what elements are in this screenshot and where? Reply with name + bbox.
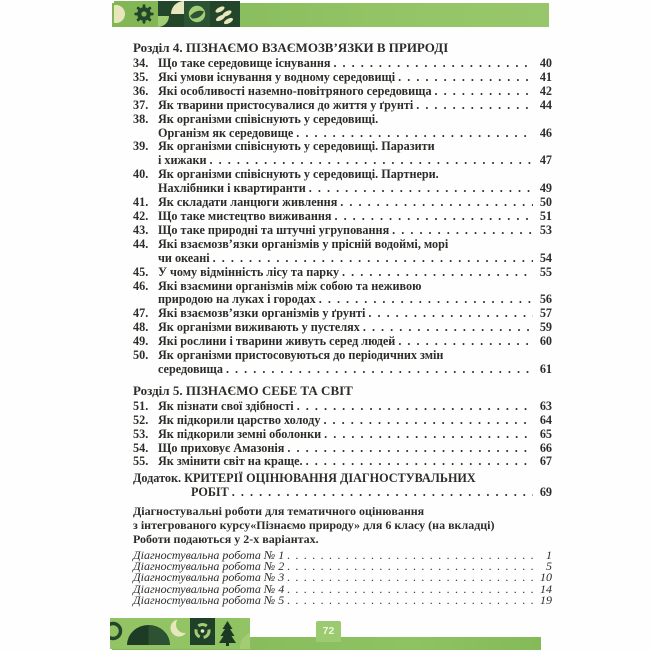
header-decor-tiles [114,1,240,27]
entry-page: 61 [539,361,552,376]
entry-page: 19 [540,593,552,608]
dot-leader [226,363,533,377]
entry-page: 53 [539,222,552,237]
globe-leaf-icon [189,6,205,22]
footer-decor-tiles [110,618,250,649]
toc-entry-line [133,280,552,294]
dot-leader [306,455,533,469]
entry-page: 66 [539,440,552,455]
dot-leader [398,71,533,85]
entry-page: 67 [539,454,552,469]
toc-entry-line [133,71,552,85]
toc-entry-line [133,182,552,196]
dot-leader [333,57,533,71]
entry-number: 40. [133,167,149,182]
dot-leader [287,584,533,595]
toc-entry-line [133,363,552,377]
diagnostic-work-label: Діагностувальна робота № 1 [133,547,285,562]
entry-page: 5 [546,558,552,573]
dot-leader [287,550,533,561]
diagnostic-work-line [133,595,552,606]
entry-page: 63 [539,398,552,413]
dot-leader [416,99,533,113]
table-of-contents [133,40,552,607]
dot-leader [210,154,533,168]
entry-title: У чому відмінність лісу та парку [158,264,340,279]
entry-page: 69 [539,485,552,500]
toc-entry-line [133,455,552,469]
toc-entry-line [133,57,552,71]
diagnostic-work-label: Діагностувальна робота № 5 [133,593,285,608]
appendix-line-1 [133,472,552,486]
entry-title: Як тварини пристосувалися до життя у ґрунті [158,97,414,112]
dot-leader [232,486,533,500]
entry-title: Нахлібники і квартиранти [158,181,306,196]
entry-number: 50. [133,348,149,363]
entry-number: 51. [133,398,149,413]
toc-entry-line [133,349,552,363]
entry-title: і хижаки [158,153,207,168]
entry-page: 41 [539,69,552,84]
entry-title: Які взаємозв’язки організмів у ґрунті [158,306,366,321]
entry-number: 43. [133,222,149,237]
dot-leader [368,307,533,321]
entry-page: 60 [539,334,552,349]
section-heading: Розділ 4. ПІЗНАЄМО ВЗАЄМОЗВ’ЯЗКИ В ПРИРОДІ [133,40,449,55]
diagnostic-work-label: Діагностувальна робота № 4 [133,581,285,596]
entry-page: 49 [539,181,552,196]
note-paragraph [133,505,552,546]
entry-page: 57 [539,306,552,321]
dot-leader [342,266,533,280]
entry-number: 38. [133,111,149,126]
entry-title: Які взаємозв’язки організмів у прісній водоймі, морі [158,236,449,251]
toc-entry-line [133,99,552,113]
entry-title: Як пізнати свої здібності [158,398,294,413]
entry-page: 54 [539,250,552,265]
entry-number: 37. [133,97,149,112]
toc-entry-line [133,127,552,141]
entry-number: 44. [133,236,149,251]
entry-title: середовища [158,361,223,376]
toc-entry-line [133,307,552,321]
toc-entry-line [133,335,552,349]
toc-entry-line [133,210,552,224]
note-line: з інтегрованого курсу«Пізнаємо природу» для 6 класу (на вкладці) [133,517,495,532]
entry-page: 14 [540,581,552,596]
dot-leader [340,196,533,210]
page-number: 72 [322,625,335,637]
toc-entry-line [133,266,552,280]
entry-title: природою на луках і городах [158,292,316,307]
entry-title: Які рослини і тварини живуть серед людей [158,334,396,349]
entry-page: 42 [539,83,552,98]
dot-leader [287,561,533,572]
entry-page: 1 [546,547,552,562]
toc-entry-line [133,238,552,252]
entry-number: 54. [133,440,149,455]
toc-entry-line [133,85,552,99]
note-line: Роботи подаються у 2-х варіантах. [133,531,319,546]
gear-icon [134,4,153,23]
dot-leader [287,595,533,606]
entry-title: чи океані [158,250,210,265]
entry-title: Які особливості наземно-повітряного середовища [158,83,432,98]
entry-title: Як складати ланцюги живлення [158,195,338,210]
entry-title: Що таке мистецтво виживання [158,208,332,223]
toc-entry-line [133,321,552,335]
entry-number: 49. [133,334,149,349]
entry-title: Як змінити світ на краще. [158,454,303,469]
entry-number: 42. [133,208,149,223]
diagnostic-work-label: Діагностувальна робота № 3 [133,570,285,585]
note-line: Діагностувальні роботи для тематичного оцінювання [133,504,425,519]
dot-leader [309,182,533,196]
entry-page: 40 [539,56,552,70]
dot-leader [334,210,533,224]
entry-title: Що приховує Амазонія [158,440,285,455]
toc-entry-line [133,154,552,168]
entry-page: 64 [539,412,552,427]
dot-leader [398,335,533,349]
entry-page: 44 [539,97,552,112]
entry-number: 45. [133,264,149,279]
dot-leader [296,127,533,141]
toc-entry-line [133,428,552,442]
entry-number: 41. [133,195,149,210]
entry-title: Як підкорили земні оболонки [158,426,322,441]
entry-page: 10 [540,570,552,585]
toc-entry-line [133,252,552,266]
entry-title: Як організми співіснують у середовищі. Партнери. [158,167,439,182]
entry-page: 65 [539,426,552,441]
dot-leader [435,85,533,99]
entry-title: Що таке середовище існування [158,56,331,70]
dot-leader [324,428,533,442]
entry-title: Які взаємини організмів між собою та неживою [158,278,422,293]
entry-page: 55 [539,264,552,279]
dot-leader [363,321,533,335]
entry-title: Організм як середовище [158,125,294,140]
entry-number: 34. [133,56,149,70]
dot-leader [392,224,533,238]
entry-number: 46. [133,278,149,293]
dot-leader [287,442,533,456]
toc-entry-line [133,168,552,182]
toc-entry-line [133,196,552,210]
entry-title: Як підкорили царство холоду [158,412,321,427]
toc-entry-line [133,224,552,238]
toc-entry-line [133,113,552,127]
entry-page: 46 [539,125,552,140]
entry-number: 53. [133,426,149,441]
dot-leader [297,400,533,414]
entry-number: 35. [133,69,149,84]
dot-leader [287,572,533,583]
entry-page: 50 [539,195,552,210]
dot-leader [323,414,533,428]
entry-number: 36. [133,83,149,98]
toc-entry-line [133,400,552,414]
entry-title: Які умови існування у водному середовищі [158,69,396,84]
entry-number: 39. [133,139,149,154]
entry-number: 55. [133,454,149,469]
toc-entry-line [133,442,552,456]
entry-title: Як організми виживають у пустелях [158,320,360,335]
entry-page: 51 [539,208,552,223]
toc-entry-line [133,293,552,307]
entry-number: 47. [133,306,149,321]
entry-page: 59 [539,320,552,335]
diagnostic-works-list [133,547,552,608]
appendix-line-2 [133,486,552,500]
entry-page: 47 [539,153,552,168]
entry-title: Як організми співіснують у середовищі. Паразити [158,139,435,154]
entry-title: Що таке природні та штучні угруповання [158,222,390,237]
toc-entry-line [133,414,552,428]
entry-page: 56 [539,292,552,307]
dot-leader [319,293,533,307]
appendix-title: Додаток. КРИТЕРІЇ ОЦІНЮВАННЯ ДІАГНОСТУВАЛЬНИХ [133,471,476,486]
entry-title: Як організми співіснують у середовищі. [158,111,379,126]
entry-number: 48. [133,320,149,335]
section-heading: Розділ 5. ПІЗНАЄМО СЕБЕ ТА СВІТ [133,382,353,398]
dot-leader [213,252,533,266]
page-number-tab [316,621,341,642]
entry-title: Як організми пристосовуються до періодичних змін [158,348,444,363]
appendix-title-continued: РОБІТ [191,485,229,500]
diagnostic-work-label: Діагностувальна робота № 2 [133,558,285,573]
toc-entry-line [133,140,552,154]
entry-number: 52. [133,412,149,427]
